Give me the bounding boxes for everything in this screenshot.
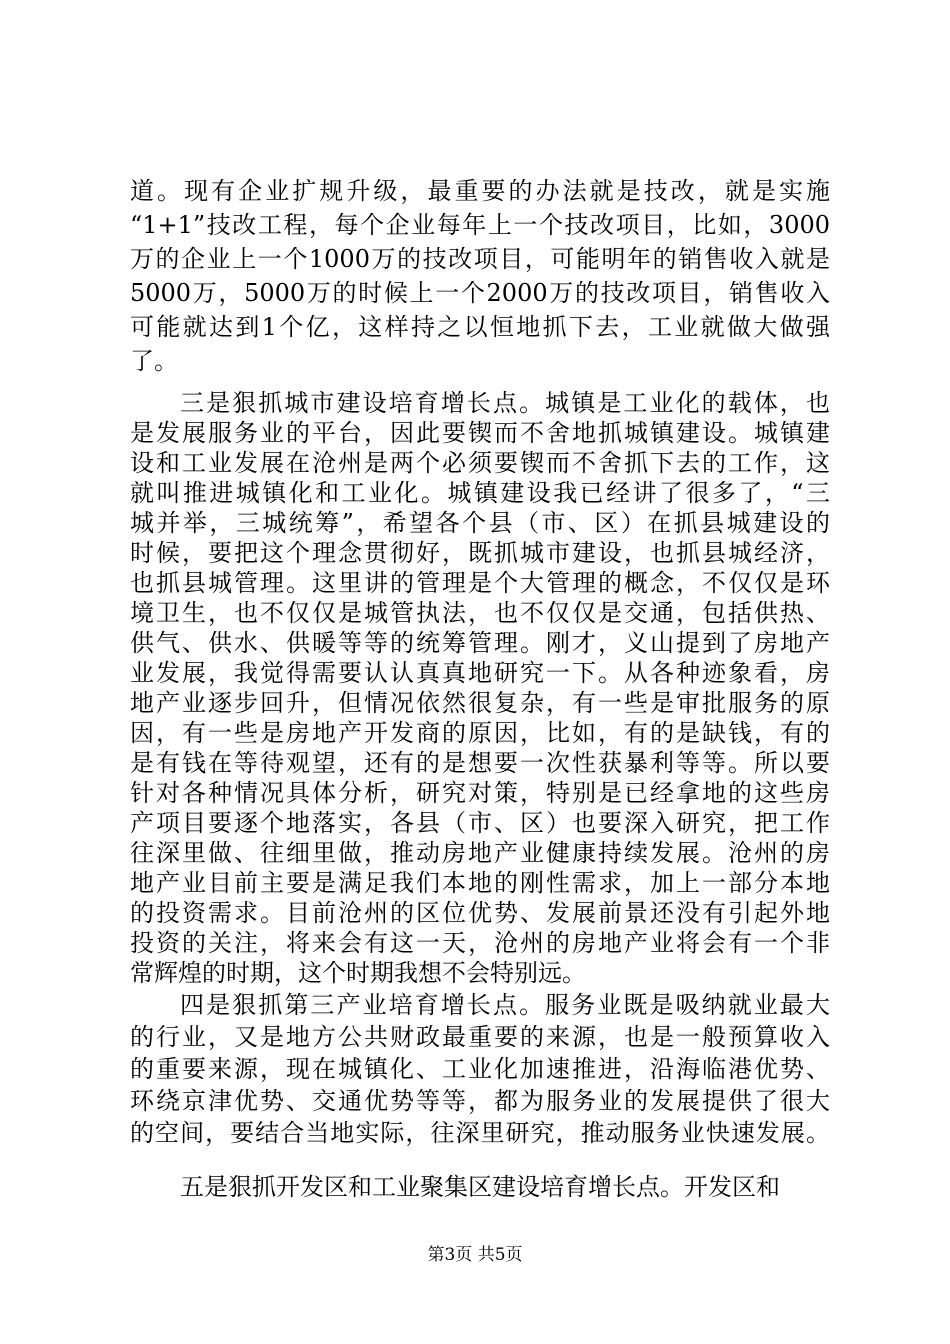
body-text-line: 供气、供水、供暖等等的统筹管理。刚才，义山提到了房地产 — [130, 629, 830, 657]
body-text-line: “1+1”技改工程，每个企业每年上一个技改项目，比如，3000 — [130, 211, 830, 239]
body-text-line: 环绕京津优势、交通优势等等，都为服务业的发展提供了很大 — [130, 1087, 830, 1115]
body-text-line: 投资的关注，将来会有这一天，沧州的房地产业将会有一个非 — [130, 929, 830, 957]
body-text-line: 是发展服务业的平台，因此要锲而不舍地抓城镇建设。城镇建 — [130, 419, 830, 447]
body-text-line: 产项目要逐个地落实，各县（市、区）也要深入研究，把工作 — [130, 809, 830, 837]
body-text-line: 的重要来源，现在城镇化、工业化加速推进，沿海临港优势、 — [130, 1055, 830, 1083]
body-text-line: 可能就达到1个亿，这样持之以恒地抓下去，工业就做大做强 — [130, 313, 830, 341]
body-text-line: 的空间，要结合当地实际，往深里研究，推动服务业快速发展。 — [130, 1119, 830, 1147]
body-text-line: 就叫推进城镇化和工业化。城镇建设我已经讲了很多了，“三 — [130, 479, 830, 507]
body-text-line: 地产业逐步回升，但情况依然很复杂，有一些是审批服务的原 — [130, 689, 830, 717]
body-text-line: 城并举，三城统筹”，希望各个县（市、区）在抓县城建设的 — [130, 509, 830, 537]
body-text-line: 五是狠抓开发区和工业聚集区建设培育增长点。开发区和 — [180, 1173, 780, 1201]
body-text-line: 三是狠抓城市建设培育增长点。城镇是工业化的载体，也 — [180, 389, 830, 417]
body-text-line: 往深里做、往细里做，推动房地产业健康持续发展。沧州的房 — [130, 839, 830, 867]
body-text-line: 5000万，5000万的时候上一个2000万的技改项目，销售收入 — [130, 279, 830, 307]
body-text-line: 了。 — [130, 347, 178, 375]
page-number-footer: 第3页 共5页 — [427, 1245, 523, 1265]
body-text-line: 常辉煌的时期，这个时期我想不会特别远。 — [130, 959, 586, 987]
body-text-line: 业发展，我觉得需要认认真真地研究一下。从各种迹象看，房 — [130, 659, 830, 687]
body-text-line: 的投资需求。目前沧州的区位优势、发展前景还没有引起外地 — [130, 899, 830, 927]
body-text-line: 也抓县城管理。这里讲的管理是个大管理的概念，不仅仅是环 — [130, 569, 830, 597]
body-text-line: 因，有一些是房地产开发商的原因，比如，有的是缺钱，有的 — [130, 719, 830, 747]
body-text-line: 的行业，又是地方公共财政最重要的来源，也是一般预算收入 — [130, 1023, 830, 1051]
body-text-line: 时候，要把这个理念贯彻好，既抓城市建设，也抓县城经济， — [130, 539, 830, 567]
body-text-line: 设和工业发展在沧州是两个必须要锲而不舍抓下去的工作，这 — [130, 449, 830, 477]
body-text-line: 境卫生，也不仅仅是城管执法，也不仅仅是交通，包括供热、 — [130, 599, 830, 627]
body-text-line: 地产业目前主要是满足我们本地的刚性需求，加上一部分本地 — [130, 869, 830, 897]
body-text-line: 针对各种情况具体分析，研究对策，特别是已经拿地的这些房 — [130, 779, 830, 807]
body-text-line: 道。现有企业扩规升级，最重要的办法就是技改，就是实施 — [130, 177, 830, 205]
body-text-line: 四是狠抓第三产业培育增长点。服务业既是吸纳就业最大 — [180, 991, 830, 1019]
body-text-line: 万的企业上一个1000万的技改项目，可能明年的销售收入就是 — [130, 245, 830, 273]
body-text-line: 是有钱在等待观望，还有的是想要一次性获暴利等等。所以要 — [130, 749, 830, 777]
